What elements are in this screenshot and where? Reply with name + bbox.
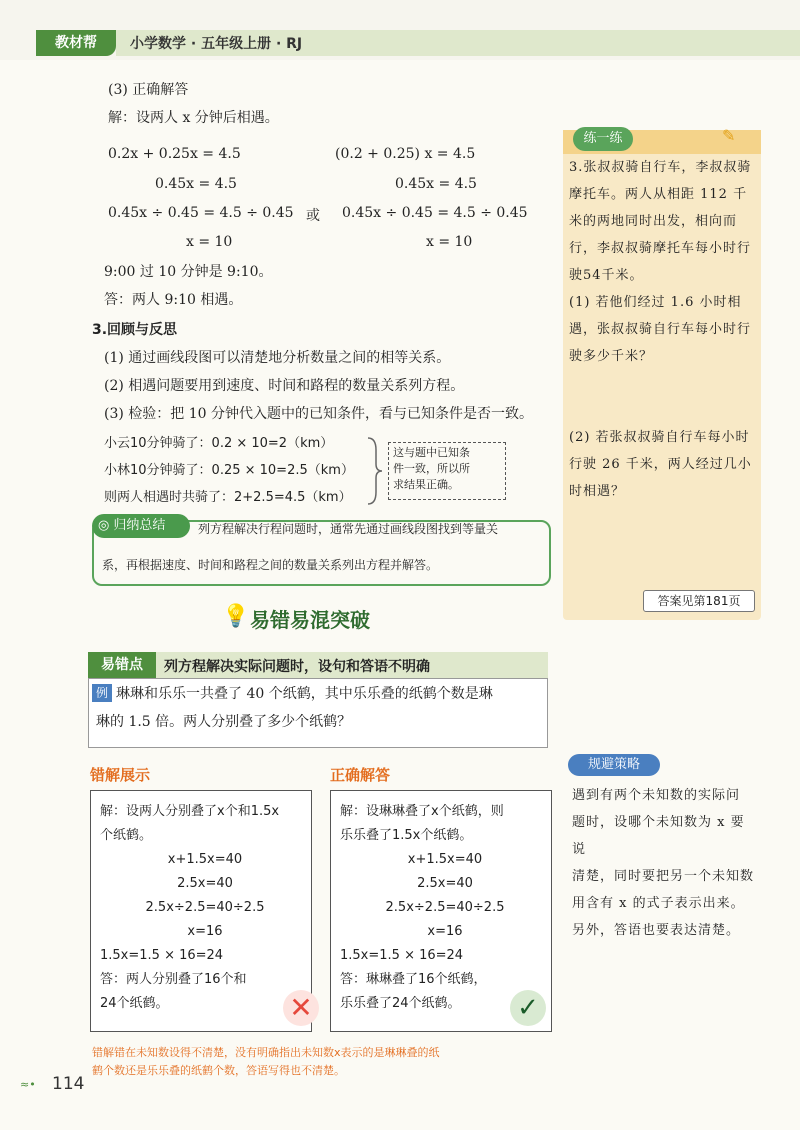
practice-line: 米的两地同时出发，相向而 — [569, 214, 738, 229]
right-line: 2.5x÷2.5=40÷2.5 — [385, 900, 505, 915]
practice-line: 行驶 26 千米，两人经过几小 — [569, 457, 752, 472]
strategy-line: 遇到有两个未知数的实际问 — [572, 788, 741, 803]
eq-left-2: 0.45x = 4.5 — [155, 176, 237, 192]
right-line: 1.5x=1.5 × 16=24 — [340, 948, 464, 963]
page-deco-icon: ≈• — [20, 1078, 36, 1091]
right-line: 解：设琳琳叠了x个纸鹤，则 — [340, 804, 504, 819]
strategy-line: 另外，答语也要表达清楚。 — [572, 923, 741, 938]
wrong-line: 解：设两人分别叠了x个和1.5x — [100, 804, 280, 819]
practice-line: 驶54千米。 — [569, 268, 644, 283]
practice-label: 练一练 — [573, 127, 633, 151]
or-text: 或 — [306, 208, 320, 224]
check-line-1: 小云10分钟骑了：0.2 × 10=2（km） — [104, 436, 334, 451]
check-note-box — [388, 442, 506, 500]
summary-text-2: 系，再根据速度、时间和路程之间的数量关系列出方程并解答。 — [102, 558, 439, 572]
practice-line: (1) 若他们经过 1.6 小时相 — [569, 295, 742, 310]
correct-check-icon: ✓ — [510, 990, 546, 1026]
wrong-title: 错解展示 — [90, 766, 151, 784]
right-line: 乐乐叠了1.5x个纸鹤。 — [340, 828, 473, 843]
wrong-line: x=16 — [187, 924, 223, 939]
summary-text-1: 列方程解决行程问题时，通常先通过画线段图找到等量关 — [198, 522, 499, 536]
note-line-2: 件一致，所以所 — [393, 462, 470, 475]
wrong-cross-icon: ✕ — [283, 990, 319, 1026]
eq-right-2: 0.45x = 4.5 — [395, 176, 477, 192]
practice-text — [569, 154, 754, 370]
wrong-lines — [100, 800, 310, 1016]
solution-time: 9:00 过 10 分钟是 9:10。 — [104, 264, 273, 280]
target-icon: ◎ — [98, 518, 110, 533]
summary-label: ◎ 归纳总结 — [92, 514, 190, 538]
brace-icon — [366, 436, 386, 506]
eq-left-4: x = 10 — [186, 234, 233, 250]
strategy-label: 规避策略 — [568, 754, 660, 776]
review-item-1: (1) 通过画线段图可以清楚地分析数量之间的相等关系。 — [104, 350, 451, 366]
right-line: x+1.5x=40 — [407, 852, 483, 867]
practice-line: 行，李叔叔骑摩托车每小时行 — [569, 241, 752, 256]
header-tag: 教材帮 — [36, 30, 116, 56]
wrong-line: 2.5x÷2.5=40÷2.5 — [145, 900, 265, 915]
error-note-2: 鹤个数还是乐乐叠的纸鹤个数，答语写得也不清楚。 — [92, 1064, 345, 1077]
review-item-3: (3) 检验：把 10 分钟代入题中的已知条件，看与已知条件是否一致。 — [104, 406, 533, 422]
right-line: 2.5x=40 — [417, 876, 473, 891]
strategy-line: 用含有 x 的式子表示出来。 — [572, 896, 745, 911]
right-line: 答：琳琳叠了16个纸鹤， — [340, 972, 487, 987]
solution-answer: 答：两人 9:10 相遇。 — [104, 292, 243, 308]
practice-line: 摩托车。两人从相距 112 千 — [569, 187, 748, 202]
wrong-line: 个纸鹤。 — [100, 828, 153, 843]
answer-reference[interactable]: 答案见第181页 — [643, 590, 755, 612]
eq-left-1: 0.2x + 0.25x = 4.5 — [108, 146, 241, 162]
strategy-line: 题时，设哪个未知数为 x 要说 — [572, 815, 745, 857]
example-tag: 例 — [92, 684, 112, 702]
practice-line: 时相遇？ — [569, 484, 626, 499]
mistake-title: 列方程解决实际问题时，设句和答语不明确 — [164, 659, 430, 675]
wrong-line: 答：两人分别叠了16个和 — [100, 972, 247, 987]
review-title: 3.回顾与反思 — [92, 322, 178, 338]
example-line-2: 琳的 1.5 倍。两人分别叠了多少个纸鹤？ — [96, 714, 352, 730]
practice-line: 驶多少千米？ — [569, 349, 654, 364]
practice-line: 遇，张叔叔骑自行车每小时行 — [569, 322, 752, 337]
practice-text-2 — [569, 424, 754, 505]
eq-right-1: (0.2 + 0.25) x = 4.5 — [335, 146, 476, 162]
right-line: x=16 — [427, 924, 463, 939]
section-title: 易错易混突破 — [250, 608, 370, 632]
strategy-line: 清楚，同时要把另一个未知数 — [572, 869, 755, 884]
solution-heading: (3) 正确解答 — [108, 82, 189, 98]
eq-left-3: 0.45x ÷ 0.45 = 4.5 ÷ 0.45 — [108, 205, 294, 221]
note-line-3: 求结果正确。 — [393, 478, 459, 491]
right-line: 乐乐叠了24个纸鹤。 — [340, 996, 461, 1011]
error-note-1: 错解错在未知数设得不清楚，没有明确指出未知数x表示的是琳琳叠的纸 — [92, 1046, 440, 1059]
practice-line: (2) 若张叔叔骑自行车每小时 — [569, 430, 750, 445]
lightbulb-icon: 💡 — [222, 604, 250, 629]
wrong-line: 2.5x=40 — [177, 876, 233, 891]
page-number: 114 — [52, 1074, 85, 1094]
check-line-3: 则两人相遇时共骑了：2+2.5=4.5（km） — [104, 490, 352, 505]
mistake-tag: 易错点 — [88, 652, 156, 678]
pencil-icon: ✎ — [722, 126, 736, 145]
right-title: 正确解答 — [330, 766, 391, 784]
note-line-1: 这与题中已知条 — [393, 446, 470, 459]
example-line-1: 琳琳和乐乐一共叠了 40 个纸鹤，其中乐乐叠的纸鹤个数是琳 — [116, 686, 493, 702]
eq-right-4: x = 10 — [426, 234, 473, 250]
wrong-line: 1.5x=1.5 × 16=24 — [100, 948, 224, 963]
wrong-line: 24个纸鹤。 — [100, 996, 169, 1011]
right-lines — [340, 800, 550, 1016]
header-title: 小学数学 · 五年级上册 · RJ — [130, 36, 303, 52]
check-line-2: 小林10分钟骑了：0.25 × 10=2.5（km） — [104, 463, 354, 478]
strategy-text — [572, 782, 757, 944]
practice-line: 3.张叔叔骑自行车，李叔叔骑 — [569, 160, 752, 175]
solution-setup: 解：设两人 x 分钟后相遇。 — [108, 110, 279, 126]
eq-right-3: 0.45x ÷ 0.45 = 4.5 ÷ 0.45 — [342, 205, 528, 221]
review-item-2: (2) 相遇问题要用到速度、时间和路程的数量关系列方程。 — [104, 378, 465, 394]
wrong-line: x+1.5x=40 — [167, 852, 243, 867]
